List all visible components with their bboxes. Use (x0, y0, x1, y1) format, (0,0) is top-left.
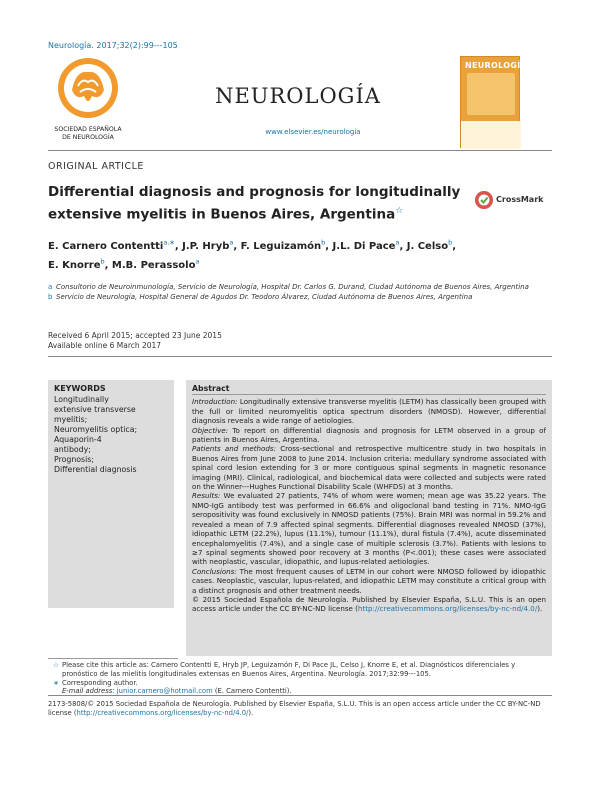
article-dates (48, 331, 348, 351)
crossmark-label: CrossMark (496, 195, 544, 204)
keywords-list (54, 395, 168, 475)
keyword: extensive transverse (54, 405, 136, 414)
citation-footnote: ☆ Please cite this article as: Carnero Contentti E, Hryb JP, Leguizamón F, Di Pace JL, Celso J, Knorre E, et al. Diagnósticos diferenciales y pronóstico de las mielitis longitudinales extensas en Buenos Aires, Argentina. Neurología. 2017;32:99---105. (52, 661, 516, 678)
keyword: myelitis; (54, 415, 88, 424)
abstract-box (186, 380, 552, 656)
keyword: Differential diagnosis (54, 465, 137, 474)
author[interactable]: J. Celso$^b$, (406, 239, 457, 253)
society-name-line1: SOCIEDAD ESPAÑOLA (54, 126, 122, 133)
header-divider (48, 150, 552, 151)
corresponding-author-footnote: ∗ Corresponding author. (53, 678, 138, 687)
received-date: Received 6 April 2015; accepted 23 June 2015 (48, 331, 222, 340)
journal-citation[interactable]: Neurología. 2017;32(2):99---105 (48, 41, 178, 50)
society-logo (48, 56, 128, 148)
abstract-methods: Patients and methods: Cross-sectional and retrospective multicentre study in two hospitals in Buenos Aires from June 2008 to June 2014. Inclusion criteria: medullary syndrome associated with spinal cord lesion extending for 3 or more contiguous spinal segments in magnetic resonance imaging (MRI). Clinical, radiological, and biochemical data were collected and subjects were rated on the Winner---Hughes Functional Disability Scale (WHFDS) at 3 months. (192, 444, 546, 492)
license-link[interactable]: http://creativecommons.org/licenses/by-nc-nd/4.0/ (357, 604, 538, 614)
society-name-line2: DE NEUROLOGÍA (62, 133, 114, 141)
license-statement: 2173-5808/© 2015 Sociedad Española de Neurología. Published by Elsevier España, S.L.U. This is an open access article under the CC BY-NC-ND license (http://creativecommons.org/licenses/by-nc-nd/4.0/). (48, 700, 541, 717)
author[interactable]: J.P. Hryb$^a$, (182, 239, 241, 253)
affiliation: a Consultorio de Neuroinmunología, Servicio de Neurología, Hospital Dr. Carlos G. Durand, Ciudad Autónoma de Buenos Aires, Argentina (48, 283, 529, 291)
author[interactable]: J.L. Di Pace$^a$, (332, 239, 407, 253)
article-type: ORIGINAL ARTICLE (48, 161, 144, 172)
author[interactable]: E. Knorre$^b$, (48, 257, 112, 271)
journal-title: NEUROLOGÍA (215, 84, 381, 108)
keywords-heading: KEYWORDS (54, 384, 106, 393)
keyword: Neuromyelitis optica; (54, 425, 138, 434)
journal-cover-thumbnail (460, 56, 527, 148)
affiliations (48, 283, 548, 303)
license-divider (48, 695, 552, 696)
footnote-divider (48, 658, 178, 659)
abstract-heading: Abstract (192, 384, 230, 393)
footnotes (48, 661, 552, 696)
author[interactable]: M.B. Perassolo$^a$ (111, 257, 200, 271)
dates-divider (48, 356, 552, 357)
abstract-copyright: © 2015 Sociedad Española de Neurología. Published by Elsevier España, S.L.U. This is an open access article under the CC BY-NC-ND license (http://creativecommons.org/licenses/by-nc-nd/4.0/). (192, 594, 546, 614)
abstract-objective: Objective: To report on differential diagnosis and prognosis for LETM observed in a group of patients in Buenos Aires, Argentina. (192, 425, 546, 445)
license-url-link[interactable]: http://creativecommons.org/licenses/by-nc-nd/4.0/ (76, 708, 249, 717)
keyword: Prognosis; (54, 455, 94, 464)
author[interactable]: F. Leguizamón$^b$, (240, 239, 333, 253)
title-footnote-mark[interactable]: ☆ (395, 206, 404, 216)
journal-header (48, 56, 552, 148)
keyword: antibody; (54, 445, 91, 454)
author-list (48, 236, 508, 273)
abstract-conclusions: Conclusions: The most frequent causes of LETM in our cohort were NMOSD followed by idiopathic cases. Neoplastic, vascular, lupus-related, and idiopathic LETM may constitute a critical group with a distinct prognosis and other treatment needs. (192, 566, 546, 595)
article-title: Differential diagnosis and prognosis for longitudinally extensive myelitis in Buenos Aires, Argentina☆ (48, 184, 461, 223)
crossmark-icon (474, 190, 494, 210)
keywords-box (48, 380, 174, 608)
online-date: Available online 6 March 2017 (48, 341, 162, 350)
author[interactable]: E. Carnero Contentti$^{a,∗}$, (48, 239, 183, 253)
abstract-results: Results: We evaluated 27 patients, 74% of whom were women; mean age was 35.22 years. The NMO-IgG antibody test was performed in 66.6% and oligoclonal band testing in 71%. NMO-IgG seropositivity was found exclusively in NMOSD patients (75%). Brain MRI was normal in 59.2% and revealed a mean of 7.9 affected spinal segments. Differential diagnoses revealed NMOSD (37%), idiopathic LETM (22.2%), lupus (11.1%), tumour (11.1%), dural fistula (7.4%), acute disseminated encephalomyelitis (7.4%), and a single case of multiple sclerosis (3.7%). Patients with lesions to ≥7 spinal segments showed poor recovery at 3 months (P<.001); these cases were associated with neoplastic, vascular, idiopathic, and lupus-related aetiologies. (192, 491, 546, 567)
society-logo-icon (56, 56, 120, 122)
cover-title: NEUROLOGÍA (465, 61, 527, 70)
abstract-introduction: Introduction: Longitudinally extensive transverse myelitis (LETM) has classically been grouped with the full or limited neuromyelitis optica spectrum disorders (NMOSD). However, differential diagnosis reveals a wide range of aetiologies. (192, 397, 546, 426)
email-link[interactable]: junior.carnero@hotmail.com (116, 687, 213, 696)
keyword: Longitudinally (54, 395, 109, 404)
crossmark-button[interactable] (474, 190, 554, 212)
journal-url-link[interactable]: www.elsevier.es/neurologia (265, 128, 361, 136)
email-footnote: E-mail address: junior.carnero@hotmail.com (E. Carnero Contentti). (62, 687, 292, 696)
affiliation: b Servicio de Neurología, Hospital General de Agudos Dr. Teodoro Álvarez, Ciudad Autónoma de Buenos Aires, Argentina (48, 293, 473, 301)
keyword: Aquaporin-4 (54, 435, 102, 444)
